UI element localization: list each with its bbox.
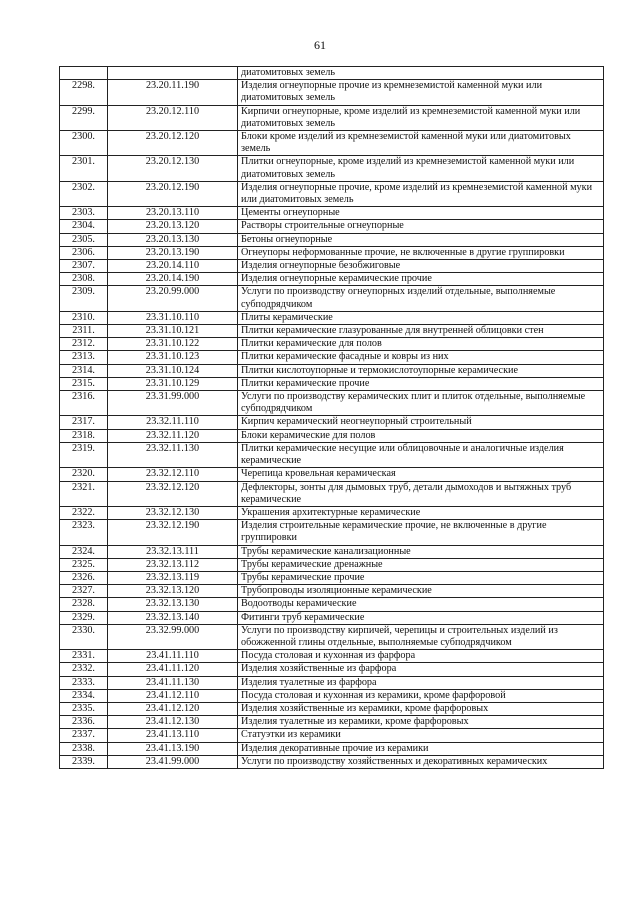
row-number-cell: 2320. (60, 468, 108, 481)
row-number-cell: 2301. (60, 156, 108, 181)
okpd-code-cell: 23.41.12.110 (108, 689, 238, 702)
description-cell: Изделия декоративные прочие из керамики (238, 742, 604, 755)
okpd-code-cell: 23.20.13.190 (108, 246, 238, 259)
row-number-cell: 2324. (60, 545, 108, 558)
okpd-code-cell: 23.20.13.110 (108, 207, 238, 220)
description-cell: Плитки керамические фасадные и ковры из них (238, 351, 604, 364)
row-number-cell: 2300. (60, 131, 108, 156)
description-cell: диатомитовых земель (238, 67, 604, 80)
description-cell: Изделия хозяйственные из керамики, кроме фарфоровых (238, 702, 604, 715)
row-number-cell: 2299. (60, 105, 108, 130)
table-row (60, 624, 604, 649)
description-cell: Изделия хозяйственные из фарфора (238, 663, 604, 676)
okpd-code-cell: 23.31.10.110 (108, 311, 238, 324)
row-number-cell: 2322. (60, 506, 108, 519)
table-row (60, 585, 604, 598)
description-cell: Плитки керамические прочие (238, 377, 604, 390)
table-row (60, 246, 604, 259)
table-row (60, 571, 604, 584)
okpd-code-cell: 23.32.12.190 (108, 520, 238, 545)
okpd-code-cell: 23.20.13.120 (108, 220, 238, 233)
row-number-cell: 2304. (60, 220, 108, 233)
row-number-cell: 2329. (60, 611, 108, 624)
description-cell: Трубы керамические канализационные (238, 545, 604, 558)
description-cell: Кирпичи огнеупорные, кроме изделий из кремнеземистой каменной муки или диатомитовых земель (238, 105, 604, 130)
description-cell: Посуда столовая и кухонная из керамики, кроме фарфоровой (238, 689, 604, 702)
table-row (60, 377, 604, 390)
description-cell: Блоки кроме изделий из кремнеземистой каменной муки или диатомитовых земель (238, 131, 604, 156)
table-row (60, 260, 604, 273)
table-row (60, 429, 604, 442)
okpd-code-cell: 23.32.12.130 (108, 506, 238, 519)
row-number-cell: 2309. (60, 286, 108, 311)
table-row (60, 702, 604, 715)
okpd-code-cell: 23.41.12.120 (108, 702, 238, 715)
description-cell: Плитки керамические для полов (238, 338, 604, 351)
okpd-code-cell: 23.32.11.130 (108, 442, 238, 467)
okpd-code-cell: 23.20.13.130 (108, 233, 238, 246)
description-cell: Дефлекторы, зонты для дымовых труб, детали дымоходов и вытяжных труб керамические (238, 481, 604, 506)
table-row (60, 311, 604, 324)
description-cell: Услуги по производству хозяйственных и декоративных керамических (238, 755, 604, 768)
row-number-cell: 2316. (60, 391, 108, 416)
row-number-cell: 2308. (60, 273, 108, 286)
table-row (60, 286, 604, 311)
table-row (60, 207, 604, 220)
okpd-code-cell (108, 67, 238, 80)
table-row (60, 351, 604, 364)
row-number-cell: 2326. (60, 571, 108, 584)
okpd-code-cell: 23.20.99.000 (108, 286, 238, 311)
table-row (60, 156, 604, 181)
okpd-code-cell: 23.31.10.121 (108, 325, 238, 338)
row-number-cell: 2313. (60, 351, 108, 364)
okpd-code-cell: 23.41.11.120 (108, 663, 238, 676)
okpd-code-cell: 23.32.12.110 (108, 468, 238, 481)
row-number-cell: 2321. (60, 481, 108, 506)
description-cell: Изделия туалетные из фарфора (238, 676, 604, 689)
row-number-cell: 2315. (60, 377, 108, 390)
table-row (60, 558, 604, 571)
description-cell: Изделия строительные керамические прочие, не включенные в другие группировки (238, 520, 604, 545)
table-row (60, 742, 604, 755)
okpd-code-cell: 23.32.12.120 (108, 481, 238, 506)
okpd-code-cell: 23.20.12.120 (108, 131, 238, 156)
description-cell: Трубы керамические дренажные (238, 558, 604, 571)
table-row (60, 689, 604, 702)
okpd-code-cell: 23.41.11.110 (108, 650, 238, 663)
table-row (60, 506, 604, 519)
description-cell: Услуги по производству керамических плит и плиток отдельные, выполняемые субподрядчиком (238, 391, 604, 416)
table-row (60, 364, 604, 377)
description-cell: Плитки огнеупорные, кроме изделий из кремнеземистой каменной муки или диатомитовых земель (238, 156, 604, 181)
description-cell: Изделия огнеупорные керамические прочие (238, 273, 604, 286)
okpd-code-cell: 23.20.12.130 (108, 156, 238, 181)
table-row (60, 650, 604, 663)
table-row (60, 520, 604, 545)
table-row (60, 67, 604, 80)
row-number-cell (60, 67, 108, 80)
description-cell: Плитки кислотоупорные и термокислотоупорные керамические (238, 364, 604, 377)
okpd-code-cell: 23.20.14.190 (108, 273, 238, 286)
okpd-code-cell: 23.31.10.123 (108, 351, 238, 364)
row-number-cell: 2334. (60, 689, 108, 702)
description-cell: Фитинги труб керамические (238, 611, 604, 624)
table-row (60, 391, 604, 416)
description-cell: Растворы строительные огнеупорные (238, 220, 604, 233)
okpd-code-cell: 23.32.11.110 (108, 416, 238, 429)
table-row (60, 325, 604, 338)
row-number-cell: 2333. (60, 676, 108, 689)
table-row (60, 105, 604, 130)
okpd-code-cell: 23.41.99.000 (108, 755, 238, 768)
okpd-code-cell: 23.32.13.140 (108, 611, 238, 624)
okpd-code-cell: 23.41.11.130 (108, 676, 238, 689)
row-number-cell: 2312. (60, 338, 108, 351)
table-row (60, 676, 604, 689)
row-number-cell: 2310. (60, 311, 108, 324)
okpd-code-cell: 23.31.99.000 (108, 391, 238, 416)
row-number-cell: 2336. (60, 716, 108, 729)
row-number-cell: 2327. (60, 585, 108, 598)
description-cell: Бетоны огнеупорные (238, 233, 604, 246)
row-number-cell: 2328. (60, 598, 108, 611)
okpd-code-cell: 23.20.11.190 (108, 80, 238, 105)
description-cell: Плитки керамические несущие или облицовочные и аналогичные изделия керамические (238, 442, 604, 467)
table-row (60, 131, 604, 156)
table-row (60, 181, 604, 206)
row-number-cell: 2306. (60, 246, 108, 259)
table-row (60, 233, 604, 246)
table-row (60, 468, 604, 481)
description-cell: Водоотводы керамические (238, 598, 604, 611)
table-row (60, 663, 604, 676)
table-row (60, 80, 604, 105)
table-row (60, 220, 604, 233)
okpd-code-cell: 23.32.13.112 (108, 558, 238, 571)
table-row (60, 598, 604, 611)
row-number-cell: 2318. (60, 429, 108, 442)
okpd-code-cell: 23.20.12.190 (108, 181, 238, 206)
description-cell: Кирпич керамический неогнеупорный строительный (238, 416, 604, 429)
row-number-cell: 2305. (60, 233, 108, 246)
okpd-code-cell: 23.31.10.124 (108, 364, 238, 377)
table-row (60, 716, 604, 729)
okpd-code-cell: 23.20.12.110 (108, 105, 238, 130)
table-row (60, 729, 604, 742)
description-cell: Статуэтки из керамики (238, 729, 604, 742)
row-number-cell: 2307. (60, 260, 108, 273)
row-number-cell: 2335. (60, 702, 108, 715)
description-cell: Плиты керамические (238, 311, 604, 324)
row-number-cell: 2314. (60, 364, 108, 377)
description-cell: Плитки керамические глазурованные для внутренней облицовки стен (238, 325, 604, 338)
description-cell: Изделия огнеупорные прочие из кремнеземистой каменной муки или диатомитовых земель (238, 80, 604, 105)
table-row (60, 442, 604, 467)
description-cell: Украшения архитектурные керамические (238, 506, 604, 519)
row-number-cell: 2319. (60, 442, 108, 467)
row-number-cell: 2332. (60, 663, 108, 676)
row-number-cell: 2339. (60, 755, 108, 768)
description-cell: Трубы керамические прочие (238, 571, 604, 584)
description-cell: Изделия огнеупорные прочие, кроме изделий из кремнеземистой каменной муки или диатомитовых земель (238, 181, 604, 206)
row-number-cell: 2302. (60, 181, 108, 206)
row-number-cell: 2337. (60, 729, 108, 742)
okpd-code-cell: 23.31.10.129 (108, 377, 238, 390)
row-number-cell: 2303. (60, 207, 108, 220)
row-number-cell: 2317. (60, 416, 108, 429)
row-number-cell: 2323. (60, 520, 108, 545)
okpd-code-cell: 23.41.12.130 (108, 716, 238, 729)
row-number-cell: 2331. (60, 650, 108, 663)
okpd-code-cell: 23.32.13.119 (108, 571, 238, 584)
table-row (60, 338, 604, 351)
table-row (60, 273, 604, 286)
page-number: 61 (314, 38, 326, 52)
okpd-code-cell: 23.31.10.122 (108, 338, 238, 351)
table-row (60, 481, 604, 506)
description-cell: Черепица кровельная керамическая (238, 468, 604, 481)
okpd-code-cell: 23.20.14.110 (108, 260, 238, 273)
row-number-cell: 2330. (60, 624, 108, 649)
table-row (60, 611, 604, 624)
okpd-code-cell: 23.32.13.111 (108, 545, 238, 558)
description-cell: Цементы огнеупорные (238, 207, 604, 220)
row-number-cell: 2298. (60, 80, 108, 105)
okpd-code-cell: 23.32.13.120 (108, 585, 238, 598)
row-number-cell: 2338. (60, 742, 108, 755)
description-cell: Услуги по производству кирпичей, черепицы и строительных изделий из обожженной глины отдельные, выполняемые субподрядчиком (238, 624, 604, 649)
table-row (60, 545, 604, 558)
table-row (60, 416, 604, 429)
okpd-code-cell: 23.41.13.190 (108, 742, 238, 755)
description-cell: Услуги по производству огнеупорных изделий отдельные, выполняемые субподрядчиком (238, 286, 604, 311)
description-cell: Посуда столовая и кухонная из фарфора (238, 650, 604, 663)
okpd-code-cell: 23.32.11.120 (108, 429, 238, 442)
description-cell: Огнеупоры неформованные прочие, не включенные в другие группировки (238, 246, 604, 259)
okpd-code-cell: 23.41.13.110 (108, 729, 238, 742)
description-cell: Изделия огнеупорные безобжиговые (238, 260, 604, 273)
row-number-cell: 2325. (60, 558, 108, 571)
classifier-table (59, 66, 604, 769)
row-number-cell: 2311. (60, 325, 108, 338)
description-cell: Изделия туалетные из керамики, кроме фарфоровых (238, 716, 604, 729)
description-cell: Блоки керамические для полов (238, 429, 604, 442)
table-body (60, 67, 604, 769)
table-row (60, 755, 604, 768)
okpd-code-cell: 23.32.13.130 (108, 598, 238, 611)
description-cell: Трубопроводы изоляционные керамические (238, 585, 604, 598)
okpd-code-cell: 23.32.99.000 (108, 624, 238, 649)
